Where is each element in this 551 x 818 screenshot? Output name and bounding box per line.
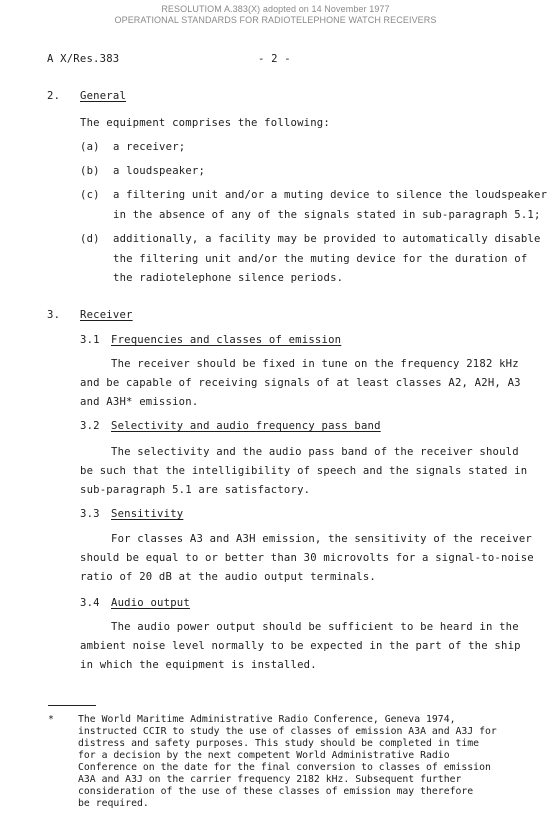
item-c-text-line-1: a filtering unit and/or a muting device to silence the loudspeaker xyxy=(113,189,548,201)
section-3-title: Receiver xyxy=(80,309,133,321)
footnote-marker: * xyxy=(48,714,54,725)
subsection-3-3-text-line-1: For classes A3 and A3H emission, the sensitivity of the receiver xyxy=(111,533,532,545)
item-b-text: a loudspeaker; xyxy=(113,165,206,177)
item-b-label: (b) xyxy=(80,165,100,177)
footnote-line-5: Conference on the date for the final conversion to classes of emission xyxy=(78,762,491,773)
section-2-intro: The equipment comprises the following: xyxy=(80,117,330,129)
subsection-3-1-text-line-1: The receiver should be fixed in tune on the frequency 2182 kHz xyxy=(111,358,519,370)
item-d-text-line-2: the filtering unit and/or the muting device for the duration of xyxy=(113,253,528,265)
subsection-3-1-text-line-3: and A3H* emission. xyxy=(80,396,199,408)
item-d-text-line-1: additionally, a facility may be provided to automatically disable xyxy=(113,233,541,245)
document-reference: A X/Res.383 xyxy=(47,53,120,65)
subsection-3-2-text-line-1: The selectivity and the audio pass band of the receiver should xyxy=(111,446,519,458)
item-c-label: (c) xyxy=(80,189,100,201)
subsection-3-2-text-line-3: sub-paragraph 5.1 are satisfactory. xyxy=(80,484,311,496)
footnote-line-8: be required. xyxy=(78,798,149,809)
subsection-3-2-text-line-2: be such that the intelligibility of speech and the signals stated in xyxy=(80,465,528,477)
item-d-text-line-3: the radiotelephone silence periods. xyxy=(113,272,344,284)
subsection-3-2-number: 3.2 xyxy=(80,420,100,432)
subsection-3-4-text-line-2: ambient noise level normally to be expected in the part of the ship xyxy=(80,640,521,652)
subsection-3-3-text-line-2: should be equal to or better than 30 microvolts for a signal-to-noise xyxy=(80,552,534,564)
subsection-3-1-title: Frequencies and classes of emission xyxy=(111,334,342,346)
page-number: - 2 - xyxy=(258,53,291,65)
subsection-3-3-text-line-3: ratio of 20 dB at the audio output terminals. xyxy=(80,571,377,583)
footnote-line-2: instructed CCIR to study the use of classes of emission A3A and A3J for xyxy=(78,726,497,737)
footnote-line-6: A3A and A3J on the carrier frequency 2182 kHz. Subsequent further xyxy=(78,774,462,785)
subsection-3-1-number: 3.1 xyxy=(80,334,100,346)
subsection-3-4-number: 3.4 xyxy=(80,597,100,609)
section-2-title: General xyxy=(80,90,127,102)
footnote-line-1: The World Maritime Administrative Radio Conference, Geneva 1974, xyxy=(78,714,456,725)
section-2-number: 2. xyxy=(47,90,61,102)
resolution-header-line-2: OPERATIONAL STANDARDS FOR RADIOTELEPHONE WATCH RECEIVERS xyxy=(114,15,437,25)
subsection-3-3-title: Sensitivity xyxy=(111,508,184,520)
section-3-number: 3. xyxy=(47,309,61,321)
subsection-3-1-text-line-2: and be capable of receiving signals of at least classes A2, A2H, A3 xyxy=(80,377,521,389)
item-a-label: (a) xyxy=(80,141,100,153)
footnote-line-3: distress and safety purposes. This study should be completed in time xyxy=(78,738,480,749)
subsection-3-3-number: 3.3 xyxy=(80,508,100,520)
subsection-3-4-text-line-1: The audio power output should be sufficient to be heard in the xyxy=(111,621,519,633)
subsection-3-2-title: Selectivity and audio frequency pass band xyxy=(111,420,381,432)
footnote-line-7: consideration of the use of these classes of emission may therefore xyxy=(78,786,474,797)
footnote-line-4: for a decision by the next competent World Administrative Radio xyxy=(78,750,450,761)
item-a-text: a receiver; xyxy=(113,141,186,153)
footnote-separator xyxy=(48,705,96,706)
resolution-header-line-1: RESOLUTIOM A.383(X) adopted on 14 November 1977 xyxy=(161,4,390,14)
subsection-3-4-title: Audio output xyxy=(111,597,190,609)
subsection-3-4-text-line-3: in which the equipment is installed. xyxy=(80,659,317,671)
item-d-label: (d) xyxy=(80,233,100,245)
item-c-text-line-2: in the absence of any of the signals stated in sub-paragraph 5.1; xyxy=(113,209,541,221)
